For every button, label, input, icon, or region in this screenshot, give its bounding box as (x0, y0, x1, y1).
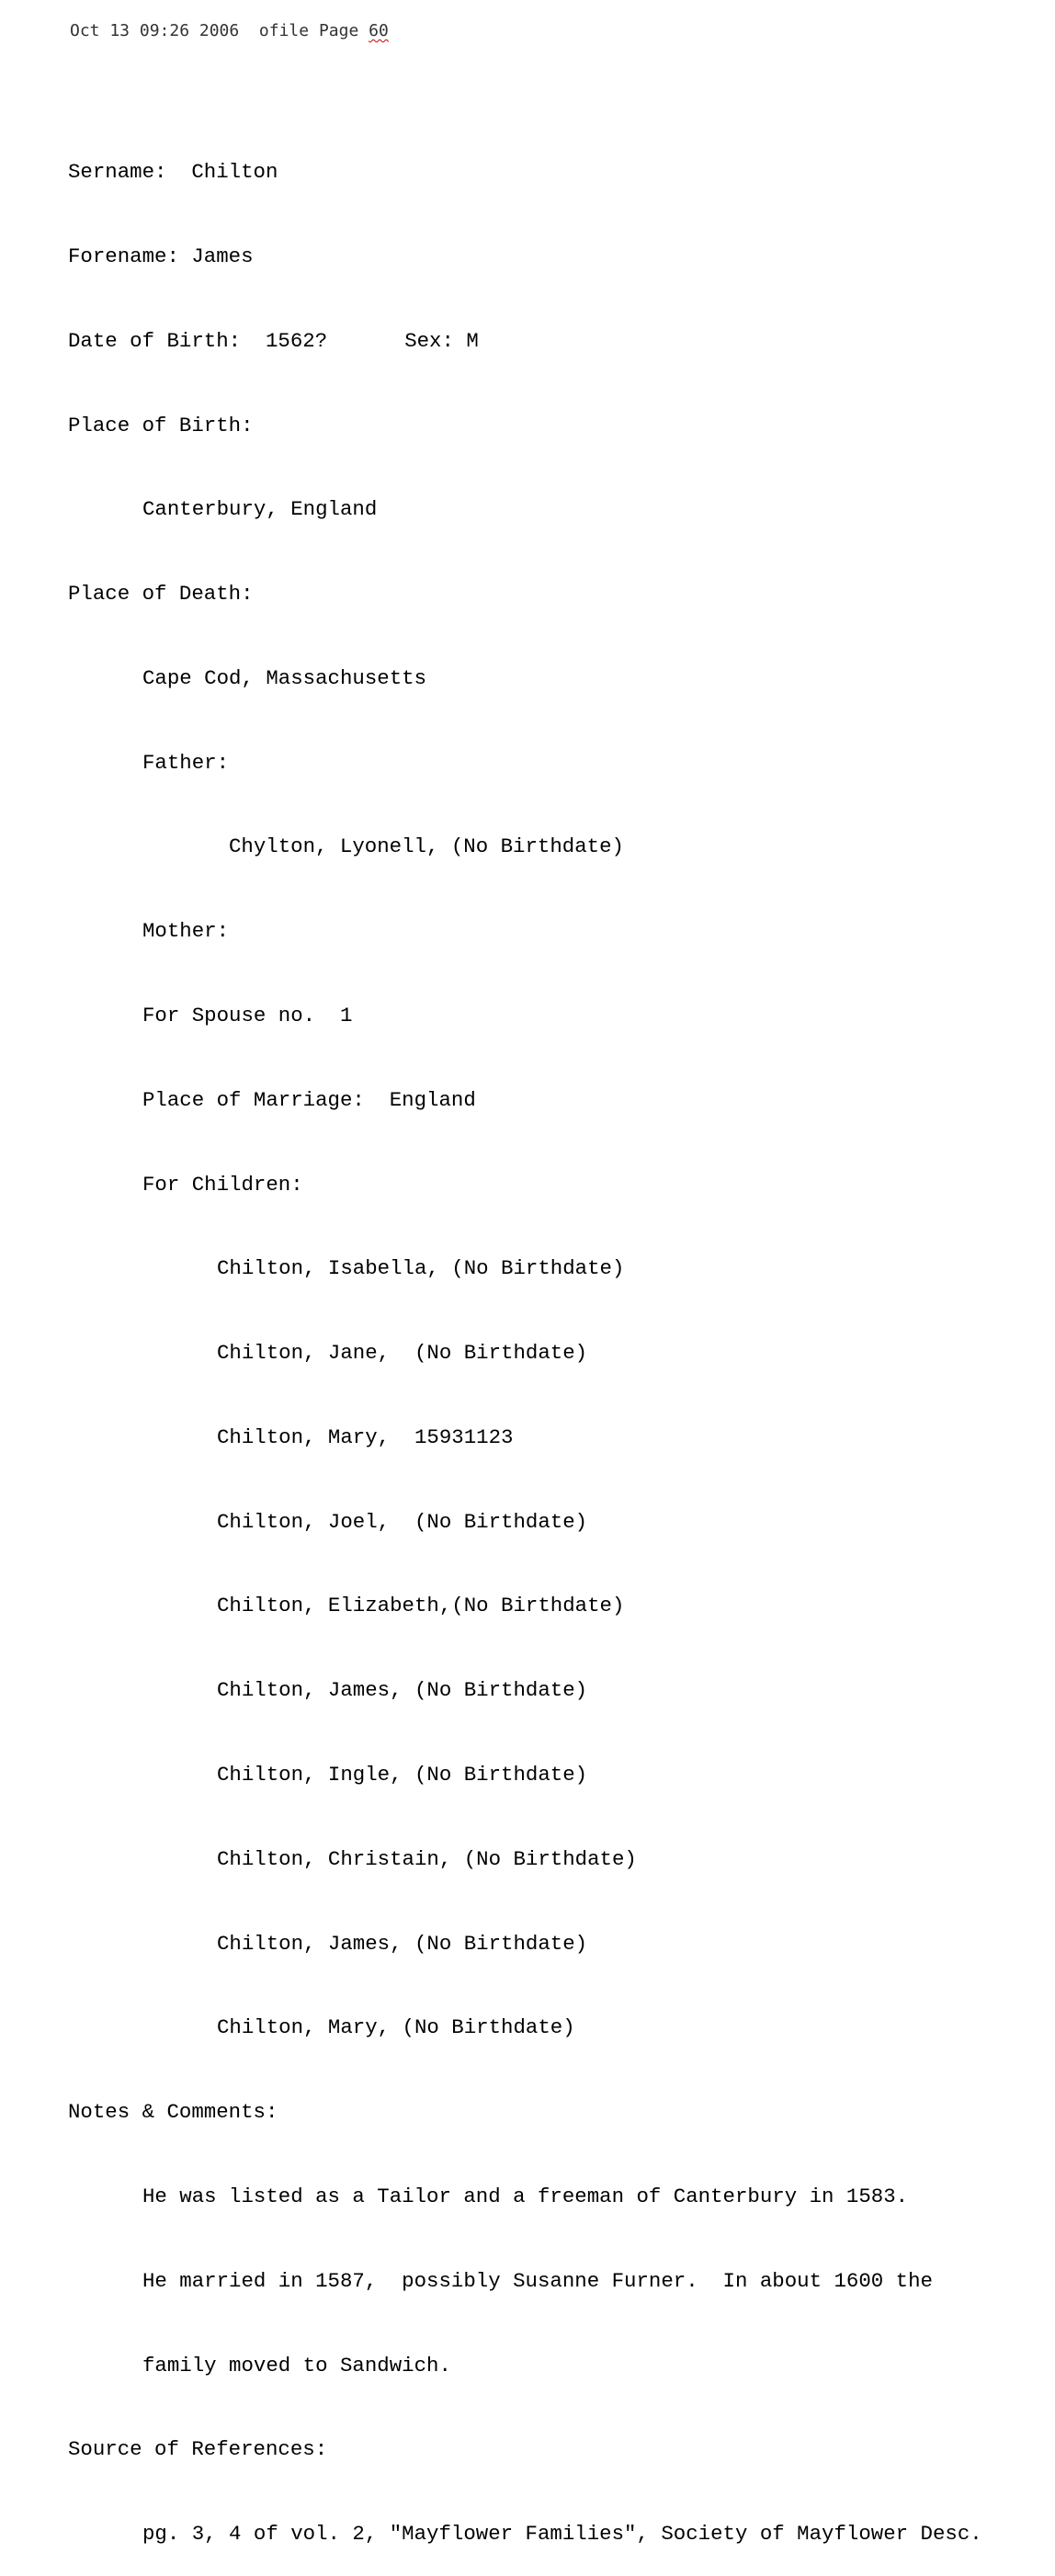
child-entry: Chilton, Mary, (No Birthdate) (217, 2015, 575, 2040)
notes-label: Notes & Comments: (68, 2100, 278, 2125)
marriage-place-line (68, 1086, 982, 1115)
spouse-line (68, 1002, 982, 1030)
child-entry: Chilton, Joel, (No Birthdate) (217, 1509, 588, 1534)
child-entry: Chilton, Mary, 15931123 (217, 1424, 514, 1449)
dob-line (68, 327, 982, 356)
forename-line (68, 243, 982, 271)
marriage-place-value: England (389, 1087, 476, 1112)
child-entry: Chilton, Jane, (No Birthdate) (217, 1341, 588, 1366)
father-value: Chylton, Lyonell, (No Birthdate) (229, 834, 624, 859)
dob-label: Date of Birth: (68, 328, 242, 353)
file-name: ofile (258, 21, 310, 40)
children-label: For Children: (142, 1172, 303, 1197)
notes-line: He was listed as a Tailor and a freeman of Canterbury in 1583. (142, 2184, 909, 2208)
birth-place-value: Canterbury, England (142, 497, 378, 522)
mother-label: Mother: (142, 919, 230, 944)
surname-line (68, 158, 982, 187)
notes-line: family moved to Sandwich. (142, 2353, 451, 2377)
page-number: 60 (369, 21, 389, 40)
death-place-value: Cape Cod, Massachusetts (142, 665, 427, 690)
sex-label: Sex: (404, 328, 454, 353)
child-entry: Chilton, James, (No Birthdate) (217, 1678, 588, 1703)
child-entry: Chilton, Elizabeth,(No Birthdate) (217, 1594, 625, 1618)
forename-value: James (191, 244, 254, 268)
spouse-number: 1 (340, 1004, 353, 1027)
child-entry: Chilton, James, (No Birthdate) (217, 1931, 588, 1956)
forename-label: Forename: (68, 244, 179, 268)
birth-place-label: Place of Birth: (68, 413, 254, 437)
sex-value: M (466, 328, 479, 353)
child-entry: Chilton, Ingle, (No Birthdate) (217, 1763, 588, 1787)
notes-line: He married in 1587, possibly Susanne Furner. In about 1600 the (142, 2268, 933, 2293)
surname-label: Sername: (68, 160, 167, 185)
print-timestamp: Oct 13 09:26 2006 (70, 21, 240, 40)
page-label: Page (318, 21, 359, 40)
dob-value: 1562? (266, 328, 328, 353)
death-place-label: Place of Death: (68, 582, 254, 607)
source-line: pg. 3, 4 of vol. 2, "Mayflower Families", Society of Mayflower Desc. (142, 2522, 982, 2547)
page-header (70, 20, 389, 42)
child-entry: Chilton, Isabella, (No Birthdate) (217, 1256, 625, 1281)
child-entry: Chilton, Christain, (No Birthdate) (217, 1846, 637, 1871)
genealogy-record (68, 102, 982, 2576)
spouse-label: For Spouse no. (142, 1004, 316, 1027)
marriage-place-label: Place of Marriage: (142, 1087, 365, 1112)
father-label: Father: (142, 750, 230, 775)
surname-value: Chilton (191, 160, 278, 185)
sources-label: Source of References: (68, 2437, 328, 2462)
